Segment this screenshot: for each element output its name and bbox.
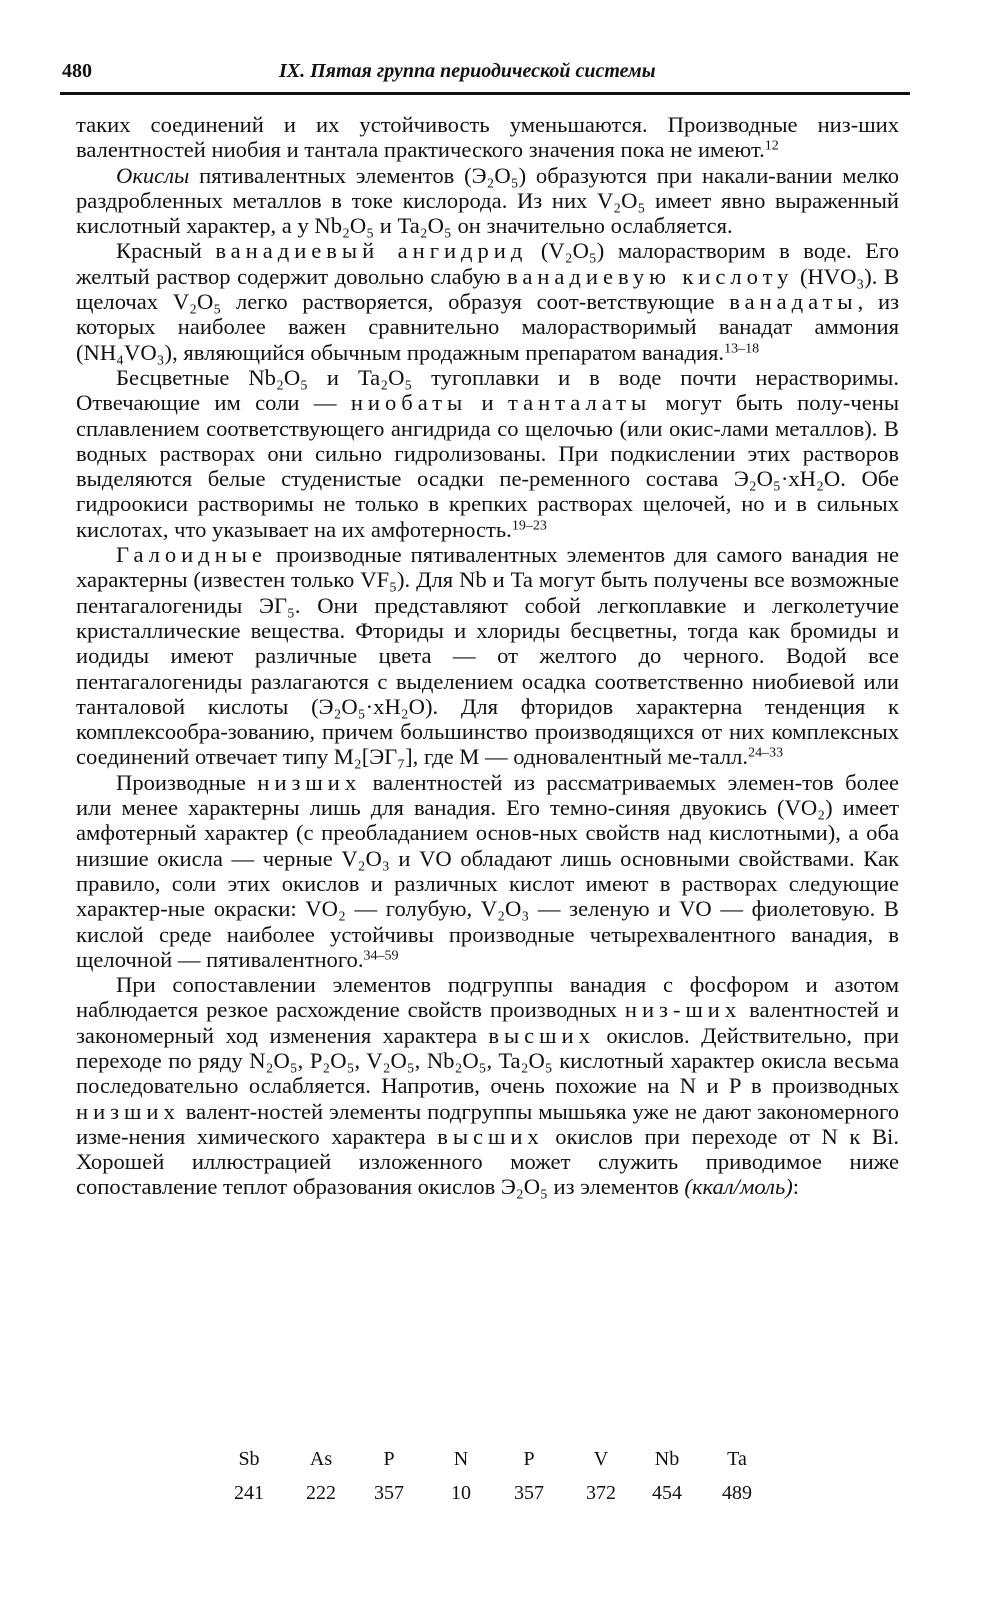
paragraph-halides [76,542,899,770]
paragraph-niobates [76,365,899,542]
term-lower-1: низ-ших [624,997,742,1023]
text-fragment: окислов. Действительно, при переходе по ряду N₂O₅, P₂O₅, V₂O₅, Nb₂O₅, Ta₂O₅ кислотный характер окисла весьма последовательно ослабляется. Напротив, очень похожие на N и P в производных [76,1022,899,1099]
text-fragment: окислов при переходе от N к Bi. Хорошей иллюстрацией изложенного может служить приводимое ниже сопоставление теплот образования окислов Э₂O₅ из элементов [76,1123,899,1200]
table-cell-value: 241 [234,1482,264,1504]
table-cell-element: Nb [654,1448,680,1470]
footnote-ref-19-23: 19–23 [511,518,547,534]
table-cell-value: 222 [306,1482,336,1504]
term-niobates: ниобаты [350,390,468,416]
table-cell-element: Sb [238,1448,260,1470]
text-fragment: производные пятивалентных элементов для самого ванадия не характерны (известен только VF₅). Для Nb и Ta могут быть получены все возможные пентагалогениды ЭГ₅. Они представляют собой легкоплавкие и легколетучие кристаллические вещества. Фториды и хлориды бесцветны, тогда как бромиды и иодиды имеют различные цвета — от желтого до черного. Водой все пентагалогениды разлагаются с выделением осадка соответственно ниобиевой или танталовой кислоты (Э₂O₅·xH₂O). Для фторидов характерна тенденция к комплексообра-зованию, причем большинство производящихся от них комплексных соединений отвечает типу M₂[ЭГ₇], где M — одновалентный ме-талл. [76,542,899,770]
text-fragment: Красный [116,238,216,264]
table-row-values [213,1482,773,1516]
table-cell-value: 454 [652,1482,682,1504]
table-cell-element: N [453,1448,469,1470]
table-cell-element: Ta [727,1448,747,1470]
paragraph-vanadium-anhydride [76,238,899,364]
footnote-ref-34-59: 34–59 [363,948,399,964]
table-cell-element: P [383,1448,395,1470]
footnote-ref-24-33: 24–33 [748,745,784,761]
table-cell-value: 357 [514,1482,544,1504]
term-vanadic-acid: ванадиевую кислоту [507,263,794,289]
term-tantalates: танталаты [507,390,652,416]
header-rule [60,92,910,95]
term-higher-1: высших [488,1022,595,1048]
text-fragment: , из которых наиболее важен сравнительно малорастворимый ванадат аммония (NH₄VO₃), являющийся обычным продажным препаратом ванадия. [76,289,899,365]
paragraph-comparison [76,972,899,1200]
table-cell-element: As [309,1448,333,1470]
table-cell-value: 372 [586,1482,616,1504]
term-lower: низших [257,769,362,795]
table-cell-value: 489 [722,1482,752,1504]
unit-kcal-per-mol: (ккал/моль) [684,1174,793,1200]
text-fragment: валентностей и закономерный ход изменения характера [76,997,899,1048]
paragraph-oxides-text: пятивалентных элементов (Э₂O₅) образуются при накали-вании мелко раздробленных металлов в токе кислорода. Из них V₂O₅ имеет явно выраженный кислотный характер, а у Nb₂O₅ и Ta₂O₅ он значительно ослабляется. [76,162,899,239]
text-fragment: и [467,390,508,416]
text-fragment: валентностей из рассматриваемых элемен-тов более или менее характерны лишь для ванадия. Его темно-синяя двуокись (VO₂) имеет амфотерный характер (с преобладанием основ-ных свойств над кислотными), а оба низшие окисла — черные V₂O₃ и VO обладают лишь основными свойствами. Как правило, соли этих окислов и различных кислот имеют в растворах следующие характер-ные окраски: VO₂ — голубую, V₂O₃ — зеленую и VO — фиолетовую. В кислой среде наиболее устойчивы производные четырехвалентного ванадия, в щелочной — пятивалентного. [76,769,900,972]
term-oxides: Окислы [116,162,190,188]
text-fragment: Производные [116,769,258,795]
text-fragment: (HVO₃). В щелочах V₂O₅ легко растворяется, образуя соот-ветствующие [76,263,900,315]
term-higher-2: высших [437,1123,544,1149]
footnote-ref-13-18: 13–18 [724,340,760,356]
page-header [60,58,910,90]
table-row-elements [213,1448,773,1482]
text-fragment: При сопоставлении элементов подгруппы ванадия с фосфором и азотом наблюдается резкое расхождение свойств производных [76,972,899,1023]
text-fragment: Бесцветные Nb₂O₅ и Ta₂O₅ тугоплавки и в воде почти нерастворимы. Отвечающие им соли — [76,364,899,416]
paragraph-lower-valence [76,770,899,972]
term-vanadium-anhydride: ванадиевый ангидрид [215,238,528,264]
paragraph-1 [76,112,899,163]
term-lower-2: низших [76,1098,180,1124]
text-fragment: : [792,1174,800,1200]
text-fragment: (V₂O₅) малорастворим в воде. Его желтый раствор содержит довольно слабую [76,238,899,289]
term-halides: Галоидные [116,542,267,568]
heats-of-formation-table [213,1448,773,1516]
body-text [76,112,899,1200]
table-cell-value: 10 [451,1482,471,1504]
table-cell-element: P [523,1448,535,1470]
paragraph-1-text: таких соединений и их устойчивость уменьшаются. Производные низ-ших валентностей ниобия и тантала практического значения пока не имеют. [76,112,899,163]
text-fragment: могут быть полу-чены сплавлением соответствующего ангидрида со щелочью (или окис-лами металлов). В водных растворах они сильно гидролизованы. При подкислении этих растворов выделяются белые студенистые осадки пе-ременного состава Э₂O₅·xH₂O. Обе гидроокиси растворимы не только в крепких растворах щелочей, но и в сильных кислотах, что указывает на их амфотерность. [76,390,900,542]
table-cell-value: 357 [374,1482,404,1504]
footnote-ref-12: 12 [764,138,779,154]
page-number: 480 [62,60,92,82]
text-fragment: валент-ностей элементы подгруппы мышьяка уже не дают закономерного изме-нения химического характера [76,1098,899,1149]
term-vanadates: ванадаты [729,289,858,315]
paragraph-oxides [76,163,899,239]
running-title: IX. Пятая группа периодической системы [279,60,656,82]
table-cell-element: V [593,1448,609,1470]
